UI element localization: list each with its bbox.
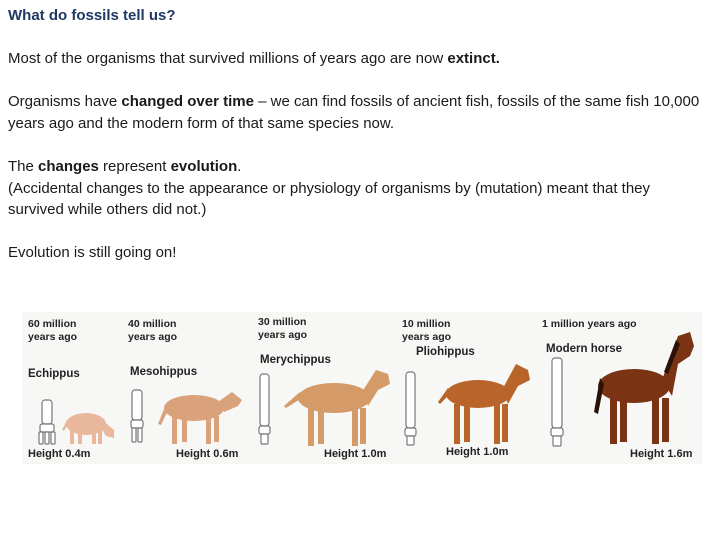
leg-bone-icon — [131, 390, 143, 442]
stage-era: 60 million years ago — [28, 318, 78, 343]
page-title: What do fossils tell us? — [8, 7, 176, 24]
paragraph-text: Most of the organisms that survived millions of years ago are now — [8, 50, 448, 67]
horse-body-icon — [438, 364, 530, 444]
horse-illustration — [254, 312, 396, 464]
paragraph-change — [8, 91, 708, 134]
stage-height: Height 0.6m — [176, 448, 239, 460]
horse-body-icon — [158, 392, 242, 444]
leg-bone-icon — [405, 372, 416, 445]
stage-panel — [22, 312, 122, 464]
stage-genus: Mesohippus — [130, 366, 198, 378]
horse-body-icon — [284, 370, 390, 446]
paragraph-text: . — [237, 158, 242, 175]
leg-bone-icon — [39, 400, 55, 444]
stage-height: Height 1.0m — [324, 448, 387, 460]
horse-illustration — [124, 312, 252, 464]
stage-height: Height 1.6m — [630, 448, 693, 460]
horse-evolution-figure — [22, 312, 702, 464]
horse-body-icon — [594, 332, 694, 444]
paragraph-text: (Accidental changes to the appearance or physiology of organisms by (mutation) meant that they survived while others did not.) — [8, 179, 651, 218]
stage-panel — [398, 312, 538, 464]
stage-panel — [254, 312, 396, 464]
stage-height: Height 1.0m — [446, 446, 509, 458]
stage-panel — [124, 312, 252, 464]
emphasis-changed-over-time: changed over time — [121, 93, 254, 110]
emphasis-changes: changes — [38, 158, 99, 175]
leg-bone-icon — [551, 358, 563, 446]
stage-era: 30 million years ago — [258, 316, 308, 341]
stage-era: 1 million years ago — [542, 318, 637, 330]
paragraph-text: – we can find fossils of ancient fish, fossils of the same fish 10,000 years ago and the modern form of that same species now. — [8, 93, 700, 132]
leg-bone-icon — [259, 374, 270, 444]
stage-panel — [540, 312, 702, 464]
stage-era: 10 million years ago — [402, 318, 452, 343]
emphasis-evolution: evolution — [170, 158, 238, 175]
stage-genus: Pliohippus — [416, 346, 475, 358]
paragraph-evolution — [8, 156, 708, 221]
stage-genus: Modern horse — [546, 343, 623, 355]
horse-illustration — [22, 312, 122, 464]
paragraph-text: The — [8, 158, 39, 175]
paragraph-extinct — [8, 48, 708, 70]
paragraph-still-going: Evolution is still going on! — [8, 244, 177, 261]
paragraph-text: Organisms have — [8, 93, 122, 110]
horse-illustration — [540, 312, 702, 464]
stage-height: Height 0.4m — [28, 448, 91, 460]
paragraph-text: represent — [98, 158, 171, 175]
emphasis-extinct: extinct. — [447, 50, 500, 67]
horse-illustration — [398, 312, 538, 464]
stage-era: 40 million years ago — [128, 318, 178, 343]
stage-genus: Echippus — [28, 368, 80, 380]
horse-body-icon — [62, 413, 114, 444]
stage-genus: Merychippus — [260, 354, 331, 366]
